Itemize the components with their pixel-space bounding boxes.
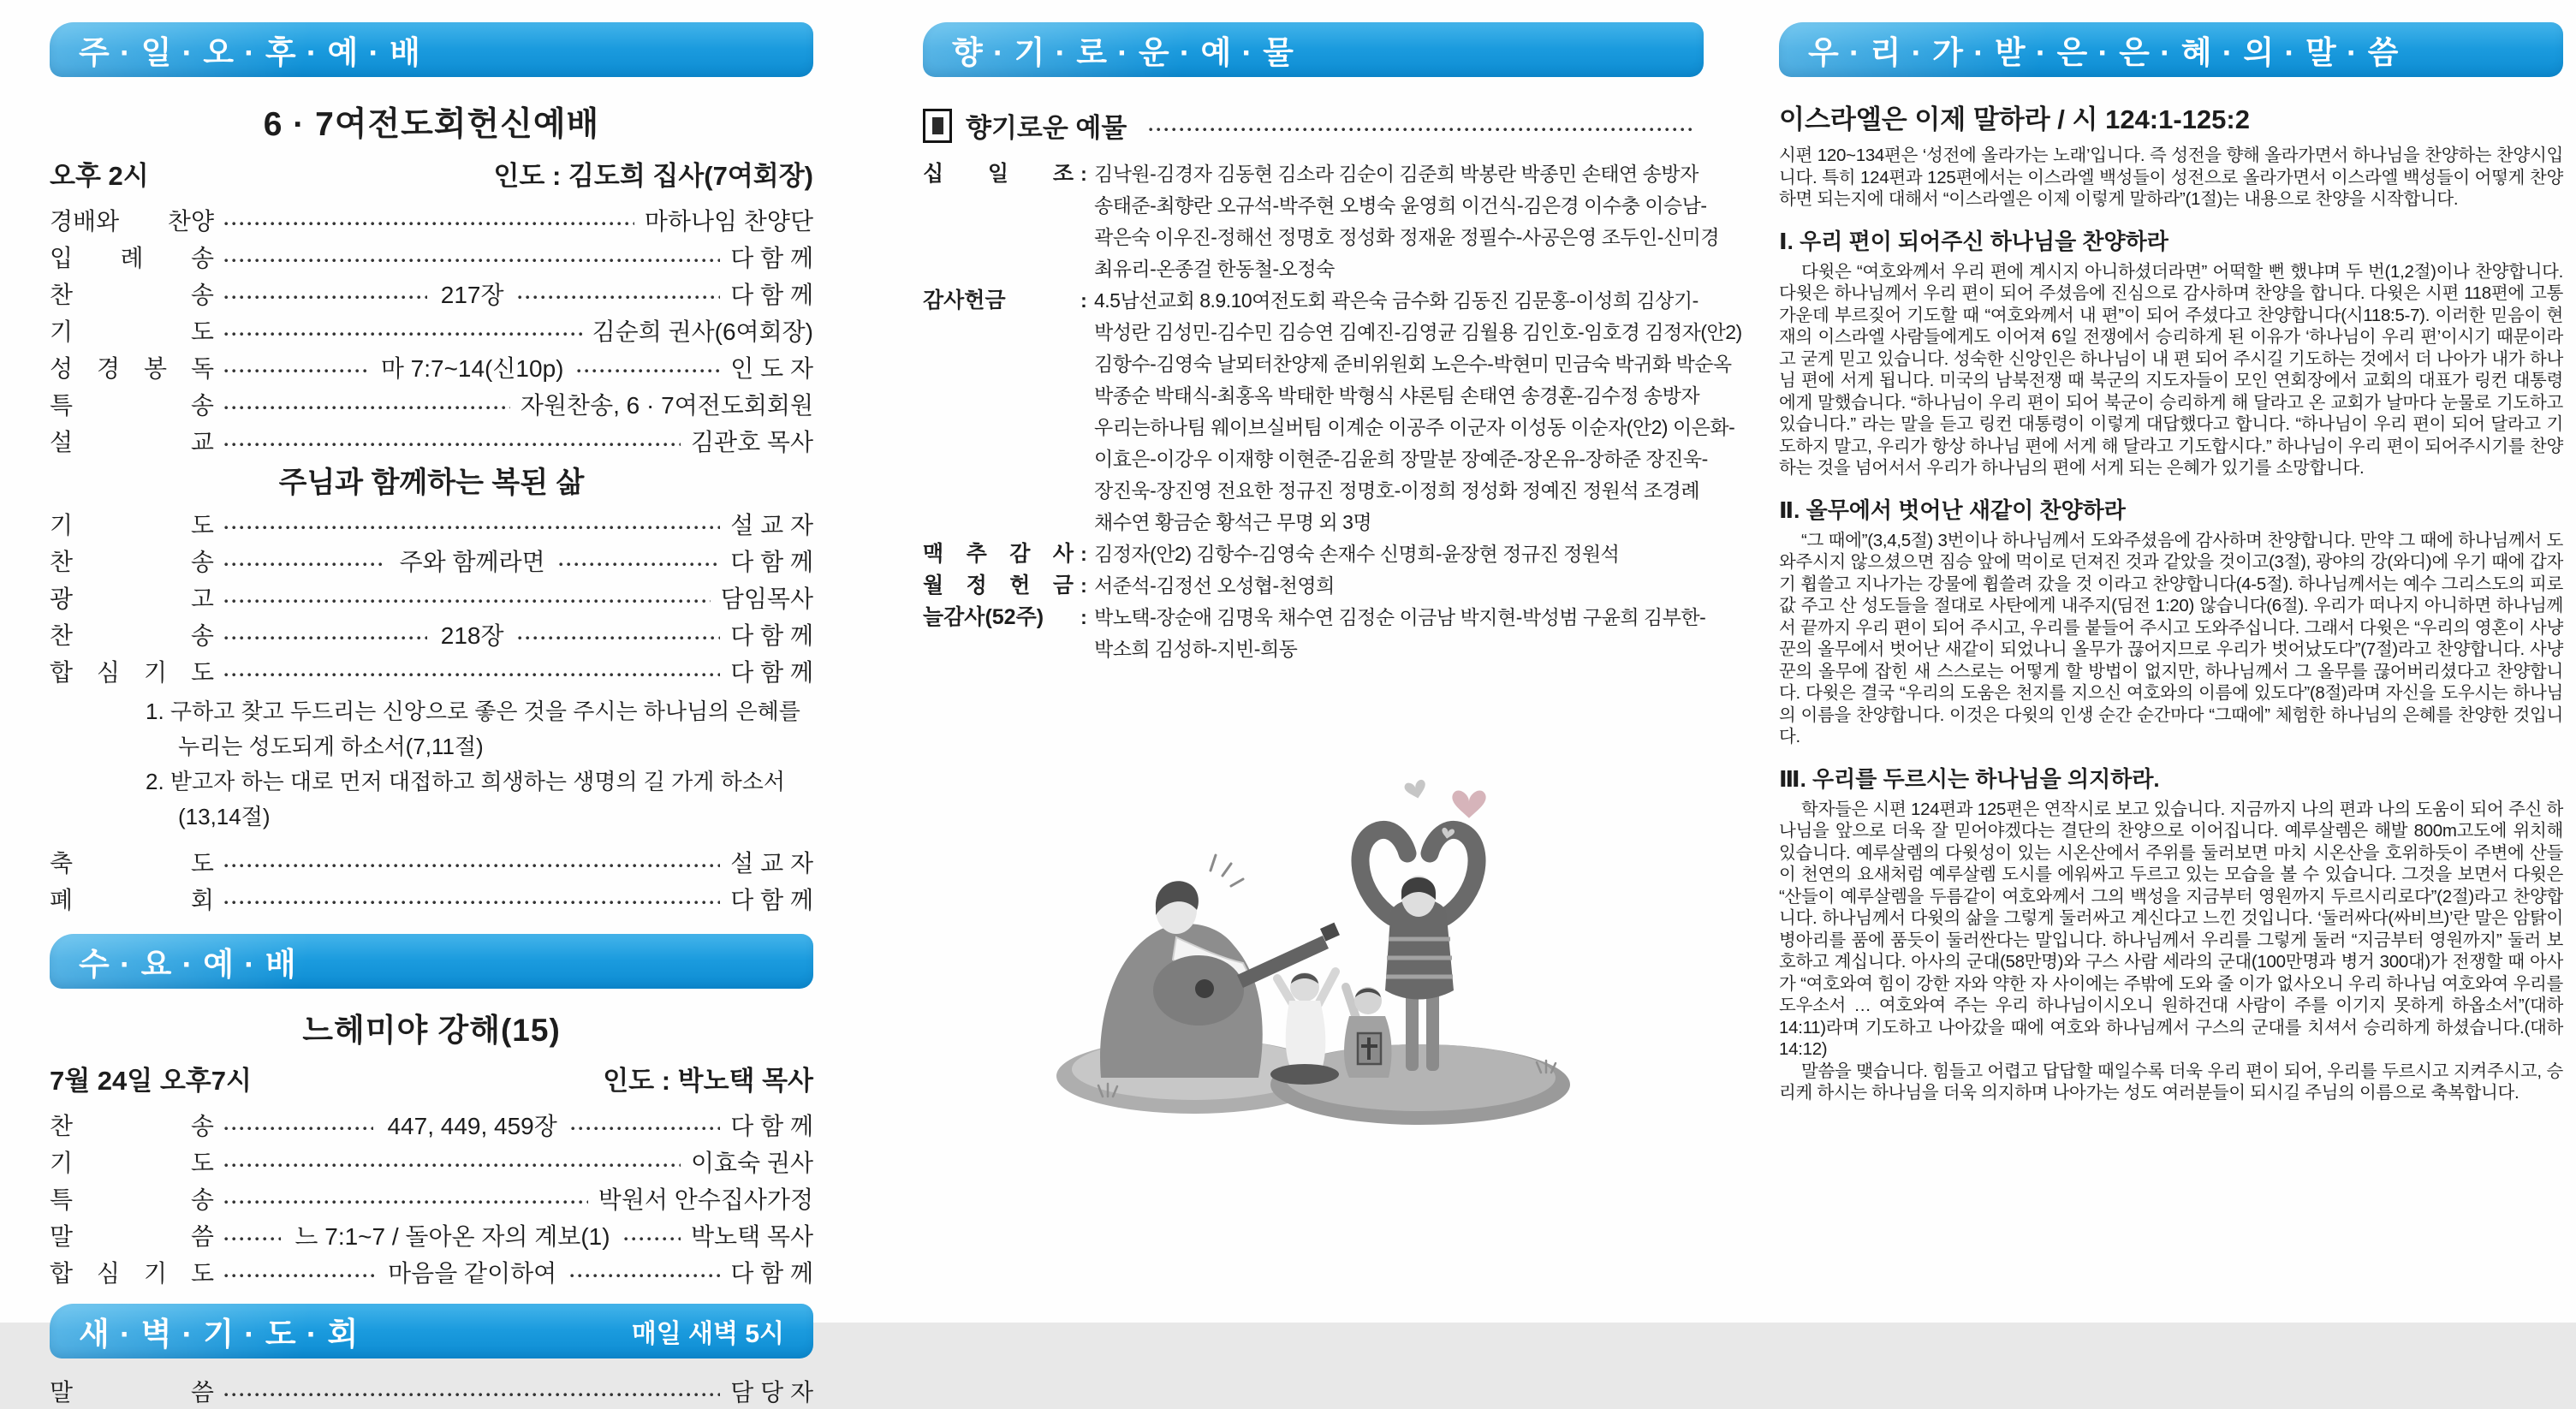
liturgy-rows-1 xyxy=(50,201,813,459)
liturgy-item-person: 설 교 자 xyxy=(730,849,813,877)
offering-names-line: 김정자(안2) 김항수-김영숙 손재수 신명희-윤장현 정규진 정원석 xyxy=(1094,543,1620,565)
liturgy-row xyxy=(50,1106,813,1143)
liturgy-item-label: 설 교 xyxy=(50,428,214,455)
liturgy-item-person: 담 당 자 xyxy=(730,1378,813,1406)
left-column xyxy=(50,22,813,1409)
dotted-leader xyxy=(224,369,367,373)
worship-illustration-svg xyxy=(1048,734,1579,1136)
offering-names xyxy=(1094,285,1742,538)
service-meta xyxy=(50,1059,813,1097)
section-header-label: 주 · 일 · 오 · 후 · 예 · 배 xyxy=(79,35,421,70)
dotted-leader xyxy=(224,222,634,226)
dawn-prayer-meeting xyxy=(50,1304,813,1409)
dotted-leader xyxy=(559,562,721,567)
liturgy-item-detail: 447, 449, 459장 xyxy=(387,1112,557,1139)
section-header-label: 새 · 벽 · 기 · 도 · 회 xyxy=(79,1317,360,1352)
offering-names xyxy=(1094,570,1704,602)
dotted-leader xyxy=(571,1127,720,1131)
liturgy-item-label: 축 도 xyxy=(50,849,214,877)
offering-category-label: 늘감사(52주) xyxy=(923,605,1044,629)
liturgy-item-label: 성 경 봉 독 xyxy=(50,354,214,382)
right-column xyxy=(1779,22,2563,1104)
section-header-label: 향 · 기 · 로 · 운 · 예 · 물 xyxy=(952,35,1294,70)
middle-column xyxy=(923,22,1742,1140)
dotted-leader xyxy=(224,1127,373,1131)
sermon-points xyxy=(146,694,813,835)
liturgy-item-label: 기 도 xyxy=(50,318,214,345)
liturgy-item-label: 입 례 송 xyxy=(50,244,214,271)
liturgy-item-person: 설 교 자 xyxy=(730,511,813,538)
liturgy-item-person: 박원서 안수집사가정 xyxy=(598,1186,813,1213)
offerings-subtitle: 향기로운 예물 xyxy=(966,113,1127,143)
dotted-leader xyxy=(224,562,386,567)
dotted-leader xyxy=(224,673,720,677)
dotted-leader xyxy=(224,1200,588,1204)
section-header-offerings xyxy=(923,22,1704,77)
liturgy-row xyxy=(50,201,813,238)
liturgy-rows-2 xyxy=(50,505,813,689)
dotted-leader xyxy=(224,1274,374,1278)
liturgy-rows xyxy=(50,1372,813,1409)
section-header-label: 우 · 리 · 가 · 받 · 은 · 은 · 혜 · 의 · 말 · 씀 xyxy=(1808,35,2400,70)
liturgy-item-label: 광 고 xyxy=(50,585,214,612)
offering-names-line: 채수연 황금순 황석근 무명 외 3명 xyxy=(1094,511,1372,533)
offering-colon: : xyxy=(1080,606,1087,628)
offering-colon: : xyxy=(1080,543,1087,565)
liturgy-item-label: 기 도 xyxy=(50,1149,214,1176)
dotted-leader xyxy=(1149,128,1693,132)
sermon-section-heading: Ⅰ. 우리 편이 되어주신 하나님을 찬양하라 xyxy=(1779,228,2168,254)
liturgy-row xyxy=(50,880,813,917)
liturgy-row xyxy=(50,652,813,689)
liturgy-row xyxy=(50,348,813,385)
liturgy-row xyxy=(50,843,813,880)
dotted-leader xyxy=(224,1237,281,1241)
liturgy-item-label: 찬 송 xyxy=(50,1112,214,1139)
liturgy-item-label: 기 도 xyxy=(50,511,214,538)
offering-names-line: 4.5남선교회 8.9.10여전도회 곽은숙 금수화 김동진 김문홍-이성희 김상기- xyxy=(1094,289,1698,312)
liturgy-row xyxy=(50,542,813,579)
liturgy-item-label: 찬 송 xyxy=(50,621,214,649)
sermon-point-line: 1. 구하고 찾고 두드리는 신앙으로 좋은 것을 주시는 하나님의 은혜를 누리는 성도되게 하소서(7,11절) xyxy=(146,699,800,759)
liturgy-row xyxy=(50,385,813,422)
sermon-title-and-scripture: 이스라엘은 이제 말하라 / 시 124:1-125:2 xyxy=(1779,104,2250,134)
liturgy-row xyxy=(50,275,813,312)
sermon-paragraph: 학자들은 시편 124편과 125편은 연작시로 보고 있습니다. 지금까지 나의 편과 나의 도움이 되어 주신 하나님을 앞으로 더욱 잘 믿어야겠다는 결단의 찬양으로 이어집니다. 예루살렘은 해발 800m고도에 위치해 있습니다. 예루살렘의 다윗성이 있는 시온산에서 주위를 둘러보면 마치 시온산을 호위하듯이 주변에 산들이 천연의 요새처럼 예루살렘 도시를 에워싸고 두르고 있는 모습을 볼 수 있습니다. 그것을 보면서 다윗은 “산들이 예루살렘을 두름같이 여호와께서 그의 백성을 지금부터 영원까지 두르시리로다”(2절)라고 찬양합니다. 하나님께서 다윗의 삶을 그렇게 둘러싸고 계신다고 느낀 것입니다. ‘둘러싸다(싸비브)’란 말은 암탉이 병아리를 품에 품듯이 둘러싼다는 말입니다. 하나님께서 우리를 그렇게 둘러 “지금부터 영원까지” 둘러 보호하고 계십니다. 아사의 군대(58만명)와 구스 사람 세라의 군대(100만명과 병거 300대)가 전쟁할 때 아사가 “여호와여 힘이 강한 자와 약한 자 사이에는 주밖에 도와 줄 이가 없사오니 우리 하나님 여호와여 우리를 도우소서 … 여호와여 주는 우리 하나님이시오니 원하건대 사람이 주를 이기지 못하게 하옵소서”(대하14:11)라며 기도하고 나아갔을 때에 여호와 하나님께서 구스의 군대를 치셔서 승리하게 하셨습니다.(대하14:12) xyxy=(1779,799,2563,1059)
dotted-leader xyxy=(224,599,711,603)
liturgy-item-detail: 마음을 같이하여 xyxy=(388,1259,557,1287)
liturgy-item-person: 다 함 께 xyxy=(730,1112,813,1139)
liturgy-item-detail: 217장 xyxy=(440,281,504,308)
liturgy-item-detail: 주와 함께라면 xyxy=(399,548,545,575)
liturgy-item-label: 찬 송 xyxy=(50,281,214,308)
offering-colon: : xyxy=(1080,574,1087,597)
liturgy-item-label: 합 심 기 도 xyxy=(50,1259,214,1287)
liturgy-item-label: 합 심 기 도 xyxy=(50,658,214,686)
sermon-section-heading: Ⅲ. 우리를 두르시는 하나님을 의지하라. xyxy=(1779,765,2160,792)
offering-names-line: 김항수-김영숙 날뫼터찬양제 준비위원회 노은수-박현미 민금숙 박귀화 박순옥 xyxy=(1094,353,1732,375)
offering-names-line: 장진욱-장진영 전요한 정규진 정명호-이정희 정성화 정예진 정원석 조경례 xyxy=(1094,479,1700,502)
section-header-dawn-prayer xyxy=(50,1304,813,1358)
liturgy-row xyxy=(50,422,813,459)
dotted-leader xyxy=(224,443,681,447)
liturgy-item-person: 마하나임 찬양단 xyxy=(644,207,813,235)
liturgy-row xyxy=(50,615,813,652)
sunday-afternoon-service xyxy=(50,22,813,917)
liturgy-item-person: 이효숙 권사 xyxy=(690,1149,813,1176)
liturgy-item-person: 담임목사 xyxy=(720,585,813,612)
liturgy-item-person: 김순희 권사(6여회장) xyxy=(592,318,813,345)
offering-row xyxy=(923,602,1704,665)
liturgy-item-detail: 느 7:1~7 / 돌아온 자의 계보(1) xyxy=(294,1222,610,1250)
service-leader: 인도 : 박노택 목사 xyxy=(603,1066,813,1096)
liturgy-row xyxy=(50,579,813,615)
dotted-leader xyxy=(224,295,427,300)
dotted-leader xyxy=(224,1163,681,1168)
service-leader: 인도 : 김도희 집사(7여회장) xyxy=(493,161,813,191)
sermon-section-heading: Ⅱ. 올무에서 벗어난 새같이 찬양하라 xyxy=(1779,496,2126,523)
section-header-sunday-service xyxy=(50,22,813,77)
liturgy-item-detail: 218장 xyxy=(440,621,504,649)
offering-names-line: 곽은숙 이우진-정해선 정명호 정성화 정재윤 정필수-사공은영 조두인-신미경 xyxy=(1094,226,1720,248)
liturgy-item-person: 자원찬송, 6 · 7여전도회회원 xyxy=(520,391,813,419)
offering-names-line: 송태준-최향란 오규석-박주현 오병숙 윤영희 이건식-김은경 이수충 이승남- xyxy=(1094,194,1707,217)
liturgy-rows-3 xyxy=(50,843,813,917)
offering-names xyxy=(1094,602,1705,665)
dawn-prayer-time: 매일 새벽 5시 xyxy=(631,1320,784,1348)
offering-category-label: 감사헌금 xyxy=(923,288,1006,312)
liturgy-row xyxy=(50,1216,813,1253)
offering-names-line: 서준석-김정선 오성협-천영희 xyxy=(1094,574,1335,597)
service-meta xyxy=(50,154,813,193)
liturgy-row xyxy=(50,1180,813,1216)
liturgy-row xyxy=(50,1253,813,1290)
dotted-leader xyxy=(224,864,720,868)
liturgy-row xyxy=(50,238,813,275)
dotted-leader xyxy=(224,901,720,905)
liturgy-item-label: 말 씀 xyxy=(50,1222,214,1250)
offering-row xyxy=(923,158,1720,285)
service-time: 7월 24일 오후7시 xyxy=(50,1066,252,1096)
liturgy-item-person: 다 함 께 xyxy=(730,548,813,575)
offering-names-line: 이효은-이강우 이재향 이현준-김윤희 장말분 장예준-장온유-장하준 장진욱- xyxy=(1094,448,1708,470)
sermon-point-line: 2. 받고자 하는 대로 먼저 대접하고 희생하는 생명의 길 가게 하소서(13,14절) xyxy=(146,769,785,829)
liturgy-item-label: 폐 회 xyxy=(50,886,214,913)
dotted-leader xyxy=(624,1237,681,1241)
liturgy-item-label: 특 송 xyxy=(50,1186,214,1213)
liturgy-item-person: 다 함 께 xyxy=(730,658,813,686)
sermon-paragraph: 시편 120~134편은 ‘성전에 올라가는 노래’입니다. 즉 성전을 향해 올라가면서 하나님을 찬양하는 찬양시입니다. 특히 124편과 125편에서는 이스라엘 백성들이 성전으로 올라가면서 이스라엘 백성들이 어떻게 찬양하면 되는지에 대해서 “이스라엘은 이제 이렇게 말하라”(1절)는 내용으로 찬양을 시작합니다. xyxy=(1779,146,2563,209)
offering-row xyxy=(923,570,1704,602)
offerings-subheader xyxy=(923,106,1704,145)
liturgy-item-person: 다 함 께 xyxy=(730,281,813,308)
sunday-sermon-title: 주님과 함께하는 복된 삶 xyxy=(278,467,585,499)
dotted-leader xyxy=(518,636,721,640)
offering-names-line: 박종순 박태식-최홍옥 박태한 박형식 샤론팀 손태연 송경훈-김수정 송방자 xyxy=(1094,384,1700,407)
liturgy-row xyxy=(50,505,813,542)
service-title: 6 · 7여전도회헌신예배 xyxy=(263,106,600,143)
service-time: 오후 2시 xyxy=(50,161,149,191)
service-title: 느헤미야 강해(15) xyxy=(302,1013,561,1048)
sermon-paragraph: “그 때에”(3,4,5절) 3번이나 하나님께서 도와주셨음에 감사하며 찬양합니다. 만약 그 때에 하나님께서 도와주시지 않으셨으면 짐승 앞에 먹이로 던져진 것과 같았을 것이고(3절), 광야의 강(와디)에 우기 때에 갑자기 휩쓸고 지나가는 강물에 휩쓸려 갔을 것 이라고 찬양합니다(4-5절). 하나님께서는 예수 그리스도의 피로 값 주고 산 성도들을 절대로 사탄에게 내주지(딤전 1:20) 않습니다(6절). 우리가 떠나지 아니하면 하나님께서 끝까지 우리 편이 되어 주시고, 우리를 붙들어 주시고 도와주십니다. 그래서 다윗은 “우리의 영혼이 사냥꾼의 올무에서 벗어난 새같이 되었나니 올무가 끊어지므로 우리가 벗어났도다”(7절)라고 찬양합니다. 사냥꾼의 올무에 잡힌 새 스스로는 어떻게 할 방법이 없지만, 하나님께서 그 올무를 끊어버리셨다고 찬양합니다. 다윗은 결국 “우리의 도움은 천지를 지으신 여호와의 이름에 있도다”(8절)라며 자신을 도우시는 하나님의 이름을 찬양합니다. 이것은 다윗의 인생 순간 순간마다 “그때에” 체험한 하나님의 은혜를 찬양한 것입니다. xyxy=(1779,530,2563,746)
liturgy-item-person: 다 함 께 xyxy=(730,621,813,649)
offering-category-label: 맥 추 감 사 xyxy=(923,542,1074,566)
dotted-leader xyxy=(224,406,510,410)
dotted-leader xyxy=(577,369,720,373)
offering-colon: : xyxy=(1080,289,1087,312)
dotted-leader xyxy=(570,1274,720,1278)
liturgy-item-label: 찬 송 xyxy=(50,548,214,575)
offering-names-line: 박성란 김성민-김수민 김승연 김예진-김영균 김월용 김인호-임호경 김정자(안2) xyxy=(1094,321,1742,343)
section-header-label: 수 · 요 · 예 · 배 xyxy=(79,947,297,982)
liturgy-item-person: 다 함 께 xyxy=(730,886,813,913)
offering-names-line: 박노택-장순애 김명욱 채수연 김정순 이금남 박지현-박성범 구윤희 김부한- xyxy=(1094,606,1706,628)
offering-colon: : xyxy=(1080,163,1087,185)
offering-category-label: 십 일 조 xyxy=(923,162,1074,186)
liturgy-row xyxy=(50,1372,813,1409)
offering-names-line: 박소희 김성하-지빈-희동 xyxy=(1094,638,1298,660)
offering-names-line: 우리는하나팀 웨이브실버팀 이계순 이공주 이군자 이성동 이순자(안2) 이은화- xyxy=(1094,416,1735,438)
offering-category-label: 월 정 헌 금 xyxy=(923,574,1074,597)
liturgy-item-detail: 마 7:7~14(신10p) xyxy=(380,354,564,382)
wednesday-service xyxy=(50,934,813,1290)
sermon-paragraph: 말씀을 맺습니다. 힘들고 어렵고 답답할 때일수록 더욱 우리 편이 되어, 우리를 두르시고 지켜주시고, 승리케 하시는 하나님을 더욱 의지하며 나아가는 성도 여러분들이 되시길 주님의 이름으로 축복합니다. xyxy=(1779,1061,2563,1103)
dotted-leader xyxy=(224,259,720,263)
liturgy-row xyxy=(50,1143,813,1180)
liturgy-rows xyxy=(50,1106,813,1290)
section-header-wednesday-service xyxy=(50,934,813,989)
sermon-paragraph: 다윗은 “여호와께서 우리 편에 계시지 아니하셨더라면” 어떡할 뻔 했냐며 두 번(1,2절)이나 찬양합니다. 다윗은 하나님께서 우리 편이 되어 주셨음에 진심으로 감사하며 찬양을 합니다. 다윗은 시편 118편에 고통 가운데 부르짖어 기도할 때 “여호와께서 내 편”이 되어 주셨다고 찬양합니다(시118:5-7). 이러한 믿음이 현재의 이스라엘 사람들에게도 이어져 6일 전쟁에서 승리하게 된 이유가 ‘하나님이 우리 편’이시기 때문이라고 굳게 믿고 있습니다. 성숙한 신앙인은 하나님이 내 편 되어 주시길 기도하는 것에서 더 나아가 내가 하나님 편에 서게 됩니다. 미국의 남북전쟁 때 북군의 지도자들이 모인 연회장에서 교회의 대표가 링컨 대통령에게 말했습니다. “하나님이 우리 편이 되어 북군이 승리하게 해 달라고 온 교회가 날마다 눈물로 기도하고 있습니다.” 라는 말을 듣고 링컨 대통령이 이렇게 대답했다고 합니다. “하나님이 우리 편이 되어 달라고 기도하지 말고, 우리가 항상 하나님 편에 서게 해 달라고 기도합시다.” 하나님이 우리 편이 되어주시기를 찬양하는 것을 넘어서서 우리가 하나님의 편에 서게 되는 은혜가 있기를 소망합니다. xyxy=(1779,261,2563,478)
dotted-leader xyxy=(224,1393,720,1397)
liturgy-item-person: 박노택 목사 xyxy=(690,1222,814,1250)
liturgy-item-label: 경배와 찬양 xyxy=(50,207,214,235)
dotted-leader xyxy=(224,332,582,336)
offering-list xyxy=(923,158,1742,665)
section-header-sermon xyxy=(1779,22,2563,77)
offering-names-line: 최유리-온종걸 한동철-오정숙 xyxy=(1094,258,1335,280)
liturgy-item-person: 다 함 께 xyxy=(730,1259,814,1287)
offering-names xyxy=(1094,158,1719,285)
offering-row xyxy=(923,285,1742,538)
dotted-leader xyxy=(224,526,720,530)
offering-names-line: 김낙원-김경자 김동현 김소라 김순이 김준희 박봉란 박종민 손태연 송방자 xyxy=(1094,163,1698,185)
offering-names xyxy=(1094,538,1704,570)
liturgy-item-person: 다 함 께 xyxy=(730,244,813,271)
liturgy-row xyxy=(50,312,813,348)
sermon-body xyxy=(1779,145,2563,1104)
dotted-leader xyxy=(224,636,427,640)
dotted-leader xyxy=(518,295,721,300)
liturgy-item-person: 김관호 목사 xyxy=(690,428,813,455)
liturgy-item-label: 말 씀 xyxy=(50,1378,214,1406)
worship-illustration xyxy=(923,734,1704,1140)
square-bullet-icon xyxy=(923,109,952,143)
liturgy-item-label: 특 송 xyxy=(50,391,214,419)
offering-row xyxy=(923,538,1704,570)
liturgy-item-person: 인 도 자 xyxy=(730,354,813,382)
